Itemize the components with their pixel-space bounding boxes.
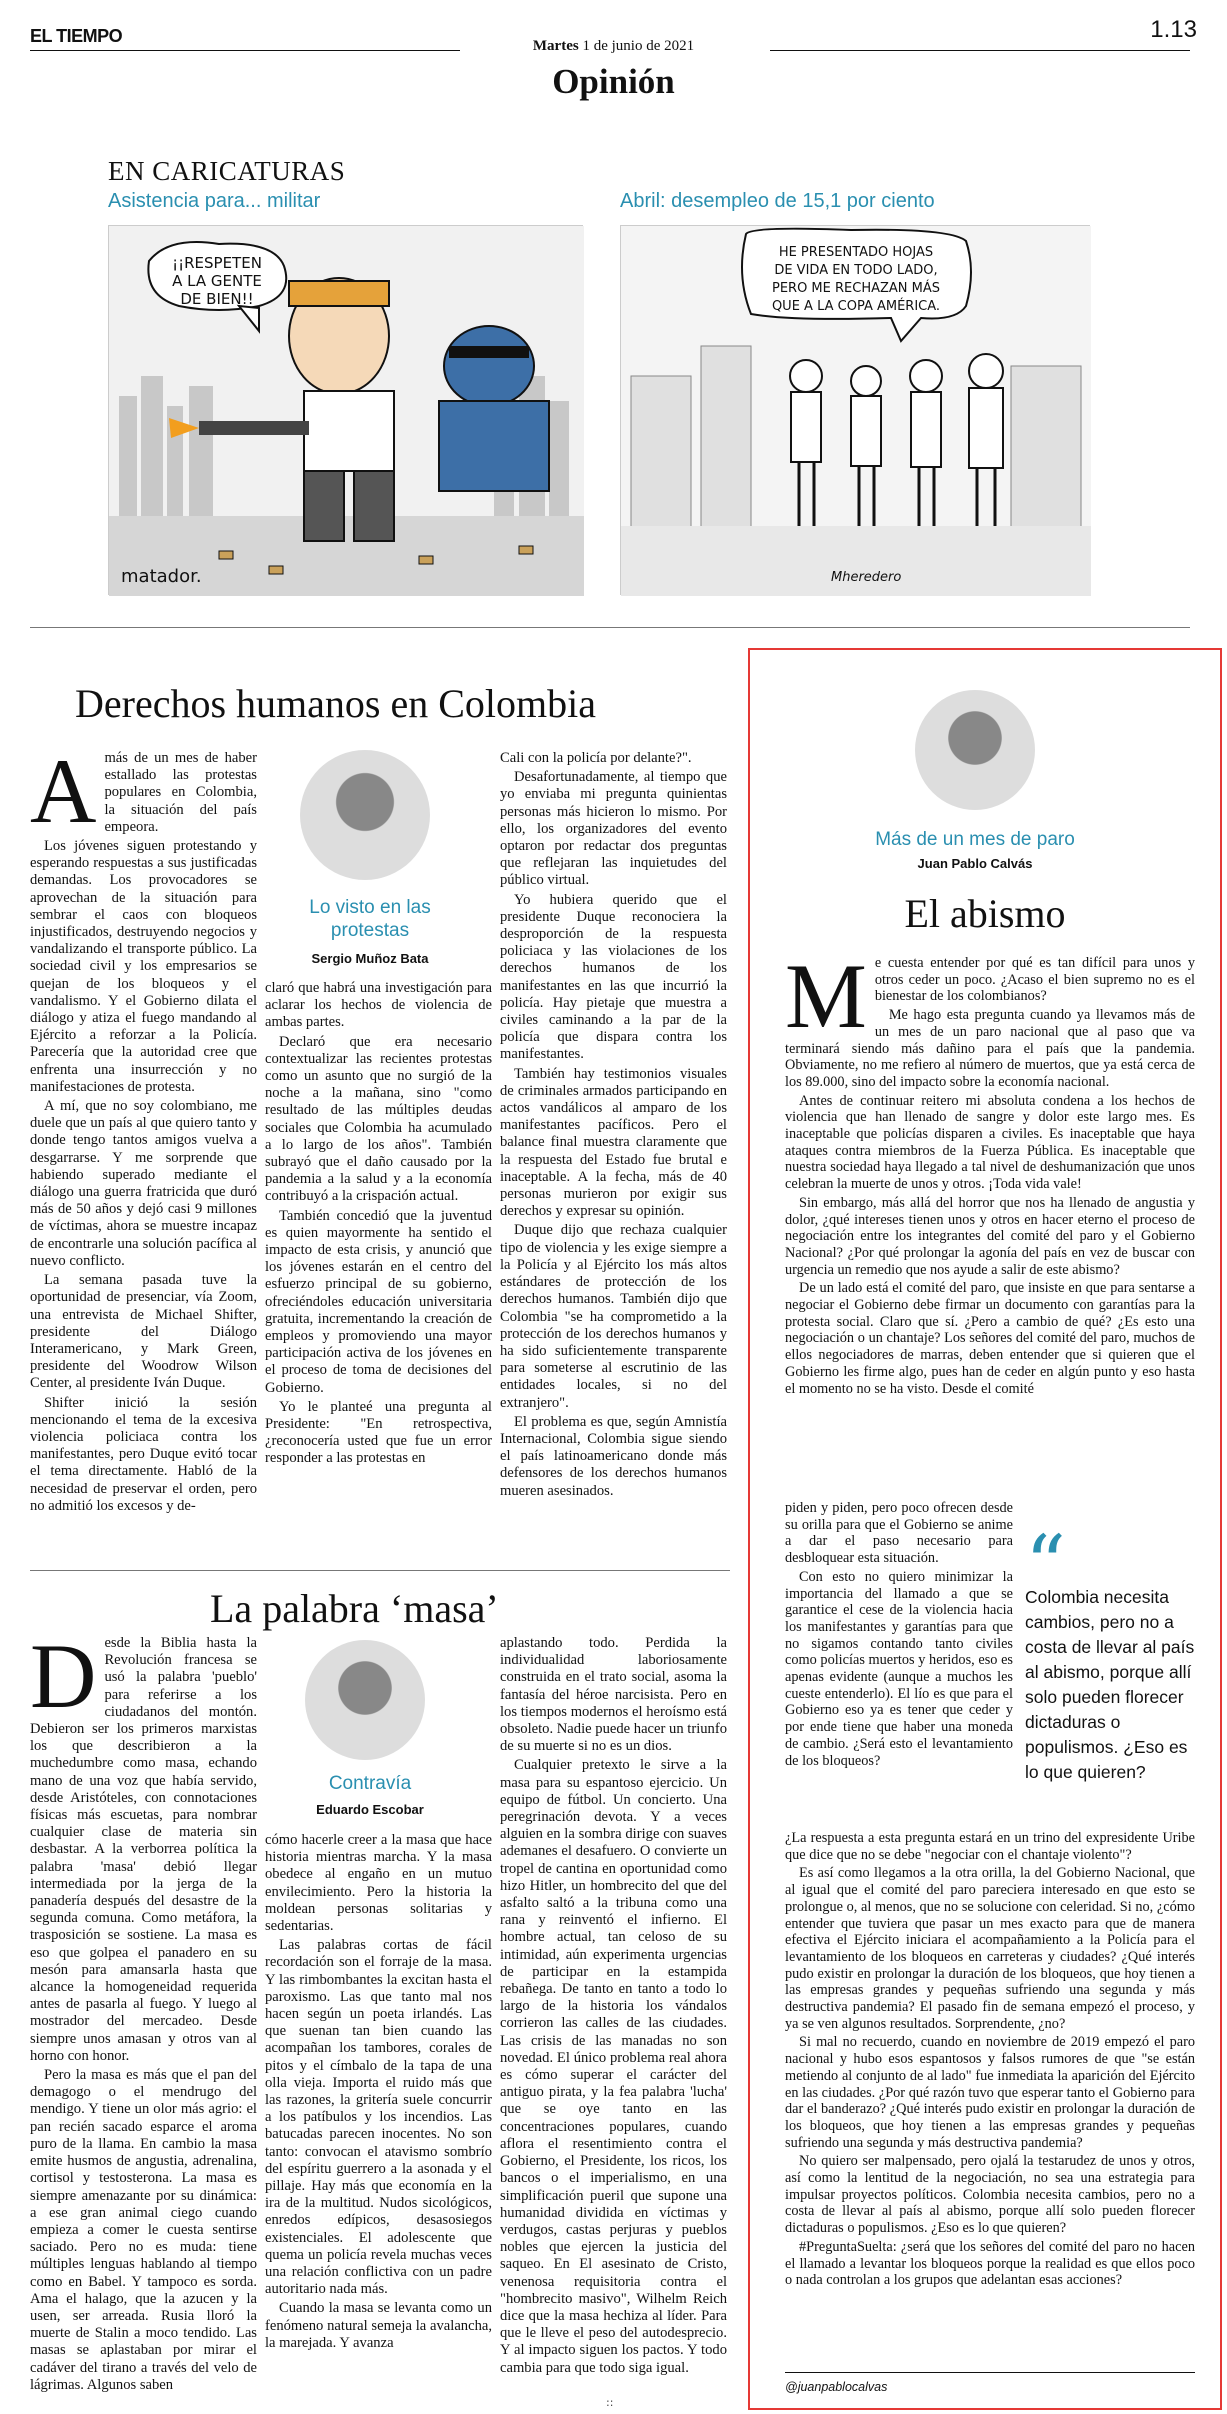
cartoon-right-signature: Mheredero: [831, 570, 902, 585]
date-day: Martes: [532, 38, 579, 54]
article1-col2: [265, 980, 492, 1470]
cartoon-left-drawing: [109, 226, 584, 596]
footer-mark: ::: [606, 2396, 614, 2409]
caricaturas-heading: EN CARICATURAS: [108, 156, 346, 186]
paragraph: e cuesta entender por qué es tan difícil para unos y otros ceder un poco. ¿Acaso el bien supremo no es el bienestar de los colombianos?: [874, 955, 1195, 1005]
pull-quote: Colombia necesita cambios, pero no a costa de llevar al país al abismo, porque allí solo pueden florecer dictaduras o populismos. ¿Eso es lo que quieren?: [1025, 1587, 1195, 1782]
paragraph: aplastando todo. Perdida la individualidad laboriosamente construida en el trato social, asoma la fantasía del héroe narcisista. Pero en los tiempos modernos el heroísmo está obsoleto. Nadie puede hacer un triunfo de su muerte si no es un dios.: [500, 1635, 727, 1755]
paragraph: piden y piden, pero poco ofrecen desde su orilla para que el Gobierno se anime a dar el paso necesario para desbloquear esta situación.: [785, 1500, 1013, 1567]
paragraph: más de un mes de haber estallado las protestas populares en Colombia, la situación del país empeora.: [104, 750, 257, 835]
author-photo-sergio: [300, 750, 430, 880]
handle-rule: [785, 2372, 1195, 2373]
cartoon-left-signature: matador.: [121, 566, 202, 587]
article1-col3: [500, 750, 727, 1502]
svg-text:HE PRESENTADO HOJAS: HE PRESENTADO HOJAS: [778, 245, 934, 260]
svg-text:¡¡RESPETEN: ¡¡RESPETEN: [172, 254, 262, 272]
newspaper-brand: EL TIEMPO: [30, 26, 123, 46]
article3-body-narrow: [785, 1500, 1013, 1771]
article-divider: [30, 1570, 730, 1571]
paragraph: El problema es que, según Amnistía Internacional, Colombia sigue siendo el país latinoamericano donde más defensores de los derechos humanos mueren asesinados.: [500, 1413, 727, 1499]
article2-dropcap: D: [30, 1625, 97, 1727]
paragraph: #PreguntaSuelta: ¿será que los señores del comité del paro no hacen el llamado a levantar los bloqueos porque la realidad es que ellos poco o nada controlan a los grupos que adelantan esas acciones?: [785, 2238, 1195, 2289]
paragraph: cómo hacerle creer a la masa que hace historia mientras marcha. Y la masa obedece al engaño en un mutuo envilecimiento. Pero la historia la moldean personas solitarias y sedentarias.: [265, 1832, 492, 1935]
paragraph: También hay testimonios visuales de criminales armados participando en actos vandálicos al amparo de los manifestantes pacíficos. Pero el balance final muestra claramente que la respuesta del Estado fue brutal e inaceptable. A la fecha, más de 40 personas murieron por exigir sus derechos y expresar su opinión.: [500, 1065, 727, 1220]
cartoon-divider: [30, 627, 1190, 628]
paragraph: Shifter inició la sesión mencionando el tema de la excesiva violencia policiaca contra los manifestantes, pero Duque evitó tocar el tema directamente. Habló de la necesidad de preservar el orden, pero no admitió los excesos y de-: [30, 1394, 257, 1514]
quote-icon: “: [1025, 1518, 1066, 1611]
paragraph: La semana pasada tuve la oportunidad de presenciar, vía Zoom, una entrevista de Michael Shifter, presidente del Diálogo Interamericano, y Mark Green, presidente del Woodrow Wilson Center, al presidente Iván Duque.: [30, 1272, 257, 1392]
author-photo-juan-pablo: [915, 690, 1035, 810]
cartoon-right-caption: Abril: desempleo de 15,1 por ciento: [620, 190, 935, 212]
article1-author: Sergio Muñoz Bata: [311, 951, 429, 966]
paragraph: Yo le planteé una pregunta al Presidente: "En retrospectiva, ¿reconocería usted que fue un error responder a las protestas en: [265, 1398, 492, 1467]
date-rest: 1 de junio de 2021: [582, 38, 695, 54]
paragraph: Es así como llegamos a la otra orilla, la del Gobierno Nacional, que al igual que el comité del paro pareciera interesado en que esto se prolongue o, al menos, que no se solucione con celeridad. Si no, ¿cómo entender que tuviera que pasar un mes exacto para que de manera efectiva el Ejército iniciara el acompañamiento a la Policía para el levantamiento de los bloqueos en carreteras y ciudades? ¿Qué interés pudo existir en prolongar la duración de los bloqueos, que hoy tienen a las empresas grandes y pequeñas sufriendo una segunda y más destructiva pandemia? El pasado fin de semana empezó el proceso, y ya se ven algunos resultados. Sorprendente, ¿no?: [785, 1865, 1195, 2032]
article3-dropcap: M: [785, 945, 867, 1047]
paragraph: Me hago esta pregunta cuando ya llevamos más de un mes de un paro nacional que al paso que va terminará siendo más dañino para el país que la pandemia. Obviamente, no me refiero al número de muertos, que ya está cerca de los 89.000, sino del impacto sobre la economía nacional.: [785, 1007, 1195, 1090]
paragraph: esde la Biblia hasta la Revolución francesa se usó la palabra 'pueblo' para referirse a los ciudadanos del montón. Debieron ser los primeros marxistas los que describieron a la muchedumbre como masa, echando mano de una voz que había servido, desde Aristóteles, con connotaciones físicas más escuetas, para nombrar cualquier clase de materia sin desbastar. A la verborrea política la palabra 'masa' debió llegar intermediada por la jerga de la panadería después del desastre de la segunda comuna. Como metáfora, la trasposición se sostiene. La masa es eso que golpea el panadero en su mesón para amansarla hasta que alcance la homogeneidad requerida antes de pasarla al fuego. Y luego al mostrador del mercadeo. Desde siempre unos amasan y otros van al horno con honor.: [30, 1635, 257, 2064]
svg-text:PERO ME RECHAZAN MÁS: PERO ME RECHAZAN MÁS: [771, 281, 941, 296]
paragraph: A mí, que no soy colombiano, me duele que un país al que quiero tanto y donde tengo tantos amigos vuelva a desgarrarse. Y me sorprende que habiendo superado mediante el diálogo una guerra fratricida que duró más de 50 años y dejó casi 9 millones de víctimas, ahora se muestre incapaz de encontrarle una solución pacífica al nuevo conflicto.: [30, 1098, 257, 1269]
paragraph: Cali con la policía por delante?".: [500, 750, 692, 766]
paragraph: También concedió que la juventud es quien mayormente ha sentido el impacto de esta crisis, y anunció que los jóvenes estarán en el centro del esfuerzo principal de su gobierno, ofreciéndoles educación universitaria gratuita, incrementando la creación de empleos y promoviendo una mayor participación activa de los jóvenes en el proceso de toma de decisiones del Gobierno.: [265, 1207, 492, 1396]
author-handle[interactable]: @juanpablocalvas: [785, 2380, 888, 2394]
article3-body-bottom: [785, 1830, 1195, 2291]
svg-text:DE BIEN!!: DE BIEN!!: [180, 290, 254, 308]
section-title: Opinión: [552, 62, 675, 101]
paragraph: Desafortunadamente, al tiempo que yo enviaba mi pregunta quinientas personas más hicieron lo mismo. Por ello, los organizadores del evento optaron por redactar dos preguntas que reflejaran las inquietudes del público virtual.: [500, 769, 727, 889]
article1-title: Derechos humanos en Colombia: [75, 681, 596, 726]
cartoon-left-caption: Asistencia para... militar: [108, 190, 321, 212]
svg-text:A LA GENTE: A LA GENTE: [172, 272, 262, 290]
cartoon-left: [108, 225, 583, 595]
cartoon-right-drawing: [621, 226, 1091, 596]
paragraph: Declaró que era necesario contextualizar las recientes protestas como un asunto que no surgió de la noche a la mañana, sino "como resultado de las múltiples deudas sociales que Colombia ha acumulado a lo largo de los años". También subrayó que el daño causado por la pandemia a la salud y a la economía contribuyó a la crispación actual.: [265, 1033, 492, 1205]
svg-text:DE VIDA EN TODO LADO,: DE VIDA EN TODO LADO,: [774, 263, 938, 278]
article1-col1: [30, 740, 257, 1517]
paragraph: Yo hubiera querido que el presidente Duque reconociera la desproporción de la respuesta policiaca y las violaciones de los derechos humanos de los manifestantes en las que incurrió la policía. Hay pietaje que muestra a civiles caminando a la par de la policía que dispara contra los manifestantes.: [500, 891, 727, 1063]
dateline: [0, 38, 1227, 55]
paragraph: ¿La respuesta a esta pregunta estará en un trino del expresidente Uribe que dice que no se debe "negociar con el chantaje violento"?: [785, 1830, 1195, 1863]
paragraph: Las palabras cortas de fácil recordación son el forraje de la masa. Y las rimbombantes la excitan hasta el paroxismo. Las que tanto mal nos hacen según un poeta irlandés. Las que suenan tan bien cuando las acompañan los tambores, corales de pitos y el címbalo de la tapa de una olla vieja. Importa el ruido más que las razones, la gritería suele concurrir a los patíbulos y los incendios. Las batucadas parecen inocentes. No son tanto: convocan el atavismo sombrío del espíritu guerrero a la asonada y el pillaje. Hay más que economía en la ira de la multitud. Nudos sicológicos, enredos edípicos, desasosiegos existenciales. El adolescente que quema un policía revela muchas veces una relación conflictiva con un padre autoritario nada más.: [265, 1937, 492, 2298]
article3-column-name: Más de un mes de paro: [875, 829, 1075, 850]
paragraph: Cualquier pretexto le sirve a la masa para su espantoso ejercicio. Un equipo de fútbol. Un concierto. Una peregrinación devota. Y a veces alguien en la sombra dirige con suaves ademanes el desafuero. O convierte un tropel de cantina en oportunidad como hizo Hitler, un hombrecito del que del asfalto saltó a la tribuna como una rana y reinventó el infierno. El hombre actual, tan celoso de su intimidad, aún experimenta urgencias de participar en la estampida rebañega. De tanto en tanto a todo lo largo de la historia los vándalos corrieron las calles de las ciudades. Las crisis de las manadas no son novedad. El único problema real ahora es cómo superar el carácter del antiguo pirata, y la fea palabra 'lucha' que se oye tanto en las concentraciones populares, cuando aflora el resentimiento contra el Gobierno, el Presidente, los ricos, los bancos o el imperialismo, en una simplificación pueril que supone una humanidad dividida en víctimas y verdugos, castas perjuras y pueblos nobles que ejercen la justicia del saqueo. En El asesinato de Cristo, venenosa requisitoria contra el "hombrecito masivo", Wilhelm Reich dice que la masa hechiza al líder. Para que le lleve el peso del autodesprecio. Y al impacto siguen los pactos. Y todo cambia para que todo siga igual.: [500, 1757, 727, 2376]
svg-text:QUE A LA COPA AMÉRICA.: QUE A LA COPA AMÉRICA.: [771, 299, 941, 314]
article2-column-name: Contravía: [328, 1773, 412, 1794]
paragraph: claró que habrá una investigación para aclarar los hechos de violencia de ambas partes.: [265, 980, 492, 1031]
article3-body-top: [785, 945, 1195, 1399]
paragraph: Sin embargo, más allá del horror que nos ha llenado de angustia y dolor, ¿qué intereses tienen unos y otros en hacer eterno el proceso de negociación entre los integrantes del comité del paro y el Gobierno Nacional? ¿Por qué prolongar la agonía del país en vez de buscar con urgencia un remedio que nos ayude a salir de este abismo?: [785, 1194, 1195, 1278]
article1-dropcap: A: [30, 740, 97, 842]
paragraph: Antes de continuar reitero mi absoluta condena a los hechos de violencia que han llenado de sangre y dolor este largo mes. Es inaceptable que policías disparen a civiles. Es inaceptable que haya ataques contra miembros de la Fuerza Pública. Es inaceptable que nuestra sociedad haya llegado a tal nivel de deshumanización que unos celebran la muerte de unos y otros. ¡Toda vida vale!: [785, 1092, 1195, 1193]
page-number: 1.13: [1150, 16, 1197, 43]
article2-title: La palabra ‘masa’: [210, 1586, 499, 1631]
article3-author: Juan Pablo Calvás: [917, 856, 1033, 871]
paragraph: Pero la masa es más que el pan del demagogo o el mendrugo del mendigo. Y tiene un olor más agrio: el pan recién sacado esparce el aroma puro de la llama. En cambio la masa emite husmos de angustia, adrenalina, cortisol y testosterona. La masa es siempre amenazante por su dinámica: a ese gran animal ciego cuando empieza a comer le cuesta sentirse saciado. Pero no es muda: tiene múltiples lenguas hablando al tiempo como en Babel. Y tampoco es sorda. Ama el halago, que la azucen y la usen, ser arreada. Rusia lloró la muerte de Stalin a moco tendido. Las masas se aplastaban por mirar el cadáver del tirano a través del velo de lágrimas. Algunos saben: [30, 2067, 257, 2393]
article3-title: El abismo: [904, 891, 1066, 936]
cartoon-right: [620, 225, 1090, 595]
paragraph: Cuando la masa se levanta como un fenómeno natural semeja la avalancha, la marejada. Y avanza: [265, 2300, 492, 2351]
article2-col1: [30, 1625, 257, 2396]
article2-author: Eduardo Escobar: [316, 1802, 424, 1817]
article1-column-name: Lo visto en las protestas: [309, 897, 431, 941]
paragraph: Duque dijo que rechaza cualquier tipo de violencia y les exige siempre a la Policía y al Ejército los más altos estándares de protección de los derechos humanos. También dijo que Colombia "se ha comprometido a la protección de los derechos humanos y ha sido suficientemente transparente para someterse al escrutinio de las entidades locales, si no del extranjero".: [500, 1222, 727, 1411]
article2-col2: [265, 1832, 492, 2354]
paragraph: No quiero ser malpensado, pero ojalá la testarudez de unos y otros, así como la lentitud de la negociación, no sea una estrategia para impulsar proyectos políticos. Colombia necesita cambios, pero no a costa de llevar al país al abismo, porque allí solo pueden florecer dictaduras o populismos. ¿Eso es lo que quieren?: [785, 2153, 1195, 2237]
paragraph: De un lado está el comité del paro, que insiste en que para sentarse a negociar el Gobierno debe firmar un documento con garantías para la protesta social. Claro que sí. ¿Pero a cambio de qué? ¿Es esto una negociación o un chantaje? Los señores del comité del paro, muchos de ellos negociadores de marras, deben entender que si quieren que el Gobierno les firme algo, pues han de ceder en algún punto y eso hasta el momento no se ha visto. Desde el comité: [785, 1280, 1195, 1397]
paragraph: Si mal no recuerdo, cuando en noviembre de 2019 empezó el paro nacional y hubo esos espantosos y falsos rumores de que "se están metiendo al conjunto de al lado" fue inmediata la aparición del Ejército en las ciudades. ¿Por qué razón tuvo que esperar tanto el Gobierno para dar el banderazo? ¿Qué interés pudo existir en prolongar la duración de los bloqueos, que hoy tienen a las empresas grandes y pequeñas sufriendo una segunda y más destructiva pandemia?: [785, 2034, 1195, 2151]
paragraph: Los jóvenes siguen protestando y esperando respuestas a sus justificadas demandas. Los provocadores se aprovechan de la situación para sembrar el caos con bloqueos injustificados, destruyendo negocios y vandalizando el transporte público. La sociedad civil y los empresarios se quejan de los bloqueos y el vandalismo. Y el Gobierno dilata el diálogo y atiza el fuego mandando al Ejército a reforzar a la Policía. Parecería que la autoridad cree que enfrenta una insurrección y no manifestaciones de protesta.: [30, 838, 257, 1095]
article2-col3: [500, 1635, 727, 2379]
author-photo-eduardo: [305, 1640, 425, 1760]
paragraph: Con esto no quiero minimizar la importancia del llamado a que se garantice el cese de la violencia hacia los manifestantes y garantías para que no sigamos contando tanto civiles como policías muertos y heridos, eso es apenas evidente (aunque a muchos les cueste entenderlo). El lío es que para el Gobierno eso ya es tener que ceder y por ende tiene que haber una moneda de cambio. ¿Será esto el levantamiento de los bloqueos?: [785, 1568, 1013, 1769]
